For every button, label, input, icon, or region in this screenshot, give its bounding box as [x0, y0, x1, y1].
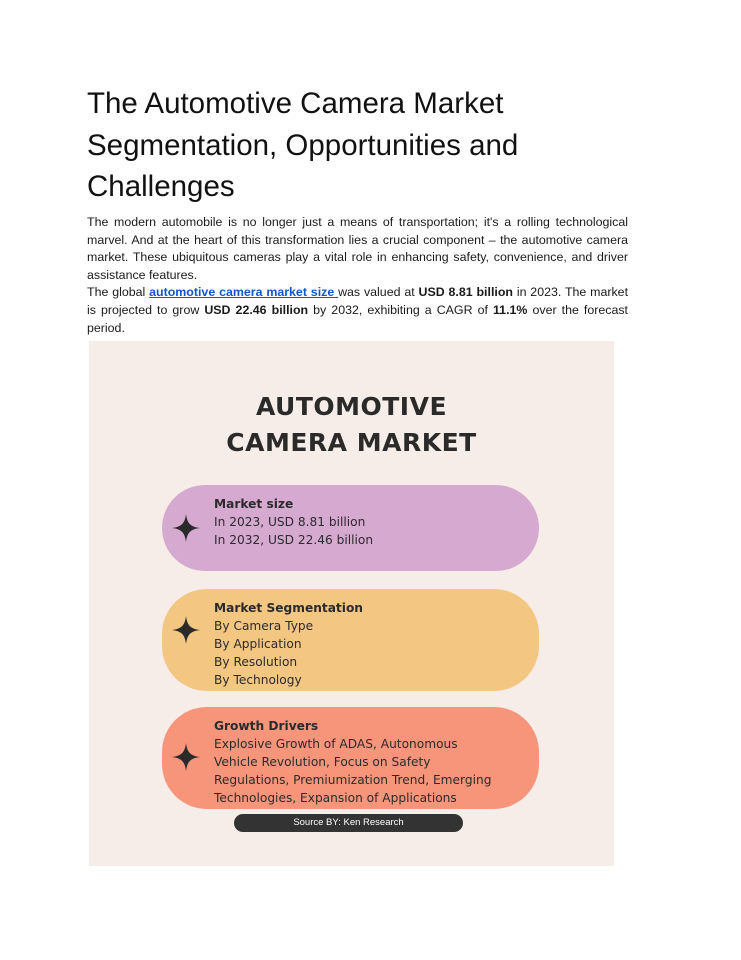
article-body	[87, 214, 628, 337]
market-segmentation-card	[162, 589, 539, 691]
card-heading: Market size	[214, 497, 294, 511]
card-line: Technologies, Expansion of Applications	[214, 791, 457, 805]
card-line: By Technology	[214, 673, 302, 687]
market-segmentation-text	[214, 599, 524, 689]
card-line: Regulations, Premiumization Trend, Emerging	[214, 773, 492, 787]
intro-paragraph: The modern automobile is no longer just a means of transportation; it's a rolling technological marvel. And at the heart of this transformation lies a crucial component – the automotive camera market. These ubiquitous cameras play a vital role in enhancing safety, convenience, and driver assistance features.	[87, 215, 628, 282]
four-point-star-icon	[172, 514, 200, 542]
p2-mid1: was valued at	[338, 285, 419, 300]
market-size-text	[214, 495, 524, 549]
growth-drivers-text	[214, 717, 524, 807]
value-2032: USD 22.46 billion	[204, 302, 309, 317]
page-title: The Automotive Camera Market Segmentation, Opportunities and Challenges	[87, 87, 519, 203]
card-line: By Application	[214, 637, 302, 651]
card-heading: Growth Drivers	[214, 719, 319, 733]
source-badge: Source BY: Ken Research	[234, 814, 463, 832]
market-size-card	[162, 485, 539, 571]
p2-prefix: The global	[87, 285, 150, 300]
four-point-star-icon	[172, 616, 200, 644]
p2-suffix: over the forecast period.	[87, 302, 628, 335]
card-line: In 2023, USD 8.81 billion	[214, 515, 366, 529]
card-heading: Market Segmentation	[214, 601, 363, 615]
p2-mid2: in 2023. The market is projected to grow	[87, 285, 629, 317]
market-size-link[interactable]: automotive camera market size	[149, 285, 339, 300]
infographic-title-line2: CAMERA MARKET	[226, 428, 477, 457]
four-point-star-icon	[172, 743, 200, 771]
cagr-value: 11.1%	[492, 302, 528, 317]
card-line: By Resolution	[214, 655, 298, 669]
value-2023: USD 8.81 billion	[418, 285, 513, 300]
card-line: Explosive Growth of ADAS, Autonomous	[214, 737, 458, 751]
infographic	[89, 341, 614, 866]
card-line: Vehicle Revolution, Focus on Safety	[214, 755, 431, 769]
market-size-paragraph	[87, 284, 628, 337]
card-line: By Camera Type	[214, 619, 314, 633]
card-line: In 2032, USD 22.46 billion	[214, 533, 374, 547]
infographic-title-line1: AUTOMOTIVE	[255, 392, 448, 421]
growth-drivers-card	[162, 707, 539, 809]
infographic-title	[89, 389, 614, 461]
p2-mid3: by 2032, exhibiting a CAGR of	[308, 302, 493, 317]
